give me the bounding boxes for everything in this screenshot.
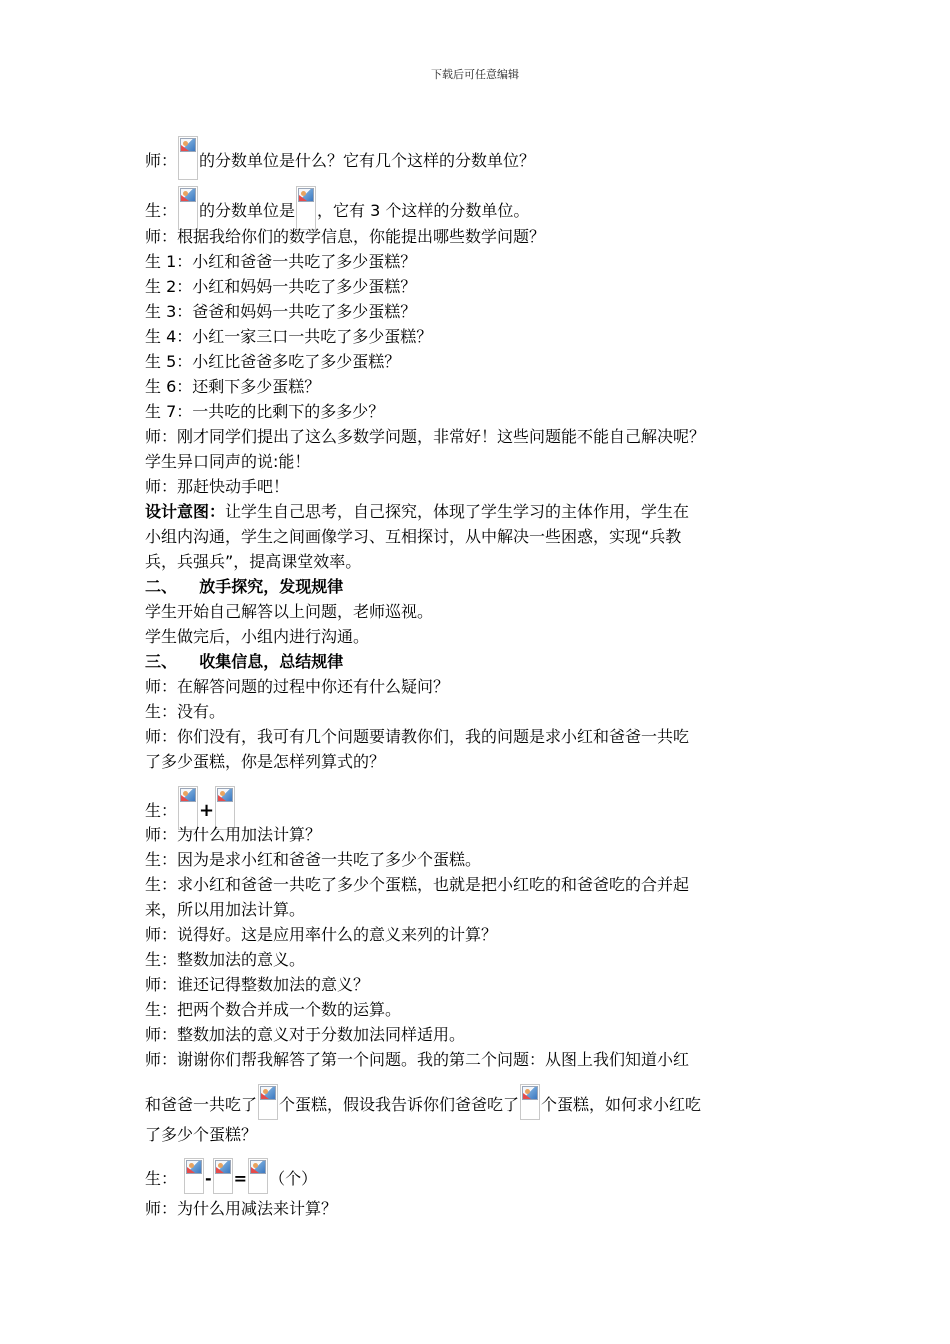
fraction-image-icon (248, 1158, 268, 1194)
paragraph-line: 生：把两个数合并成一个数的运算。 (145, 1000, 402, 1019)
paragraph-line: 师：根据我给你们的数学信息，你能提出哪些数学问题？ (145, 227, 546, 246)
paragraph-line: 来，所以用加法计算。 (145, 900, 306, 919)
paragraph-line: 生 1：小红和爸爸一共吃了多少蛋糕？ (145, 252, 417, 271)
paragraph-line: 生：没有。 (145, 702, 226, 721)
paragraph-line: 师：刚才同学们提出了这么多数学问题，非常好！这些问题能不能自己解决呢？ (145, 427, 706, 446)
fraction-image-icon (213, 1158, 233, 1194)
paragraph-line: 生：整数加法的意义。 (145, 950, 306, 969)
paragraph-line: 生：因为是求小红和爸爸一共吃了多少个蛋糕。 (145, 850, 482, 869)
paragraph-line: 学生开始自己解答以上问题，老师巡视。 (145, 602, 434, 621)
paragraph-line: 生： 的分数单位是 ，它有 3 个这样的分数单位。 (145, 186, 810, 230)
paragraph-line: 师：为什么用加法计算？ (145, 825, 322, 844)
paragraph-line: 师：谢谢你们帮我解答了第一个问题。我的第二个问题：从图上我们知道小红 (145, 1050, 690, 1069)
paragraph-line: 生： + (145, 786, 810, 830)
paragraph-line: 生 2：小红和妈妈一共吃了多少蛋糕？ (145, 277, 417, 296)
paragraph-line: 学生异口同声的说:能！ (145, 452, 311, 471)
paragraph-line: 了多少蛋糕，你是怎样列算式的？ (145, 752, 386, 771)
fraction-image-icon (520, 1084, 540, 1120)
paragraph-line: 师： 的分数单位是什么？它有几个这样的分数单位？ (145, 136, 810, 180)
paragraph-line: 生：求小红和爸爸一共吃了多少个蛋糕，也就是把小红吃的和爸爸吃的合并起 (145, 875, 690, 894)
paragraph-line: 师：整数加法的意义对于分数加法同样适用。 (145, 1025, 466, 1044)
paragraph-line: 师：说得好。这是应用率什么的意义来列的计算？ (145, 925, 498, 944)
equals-operator: = (233, 1169, 248, 1188)
paragraph-line: 师：在解答问题的过程中你还有什么疑问？ (145, 677, 450, 696)
plus-operator: + (199, 800, 215, 821)
section-heading: 三、 收集信息，总结规律 (145, 652, 344, 671)
fraction-image-icon (258, 1084, 278, 1120)
minus-operator: - (205, 1169, 212, 1188)
paragraph-line: 生 7：一共吃的比剩下的多多少？ (145, 402, 385, 421)
paragraph-line: 生 5：小红比爸爸多吃了多少蛋糕？ (145, 352, 401, 371)
paragraph-line: 设计意图：让学生自己思考，自己探究，体现了学生学习的主体作用，学生在 (145, 502, 690, 521)
paragraph-line: 生 6：还剩下多少蛋糕？ (145, 377, 321, 396)
paragraph-line: 和爸爸一共吃了 个蛋糕，假设我告诉你们爸爸吃了 个蛋糕，如何求小红吃 (145, 1084, 810, 1120)
paragraph-line: 了多少个蛋糕？ (145, 1125, 258, 1144)
paragraph-line: 兵，兵强兵”，提高课堂效率。 (145, 552, 362, 571)
page-header: 下载后可任意编辑 (431, 68, 519, 81)
paragraph-line: 生 4：小红一家三口一共吃了多少蛋糕？ (145, 327, 433, 346)
fraction-image-icon (184, 1158, 204, 1194)
paragraph-line: 师：为什么用减法来计算？ (145, 1199, 338, 1218)
paragraph-line: 学生做完后，小组内进行沟通。 (145, 627, 370, 646)
section-heading: 二、 放手探究，发现规律 (145, 577, 344, 596)
paragraph-line: 师：你们没有，我可有几个问题要请教你们，我的问题是求小红和爸爸一共吃 (145, 727, 690, 746)
paragraph-line: 师：谁还记得整数加法的意义？ (145, 975, 370, 994)
paragraph-line: 小组内沟通，学生之间画像学习、互相探讨，从中解决一些困惑，实现“兵教 (145, 527, 682, 546)
paragraph-line: 师：那赶快动手吧！ (145, 477, 290, 496)
paragraph-line: 生 3：爸爸和妈妈一共吃了多少蛋糕？ (145, 302, 417, 321)
design-intent-label: 设计意图： (145, 502, 226, 521)
paragraph-line: 生： - = （个） (145, 1158, 810, 1194)
fraction-image-icon (178, 136, 198, 180)
